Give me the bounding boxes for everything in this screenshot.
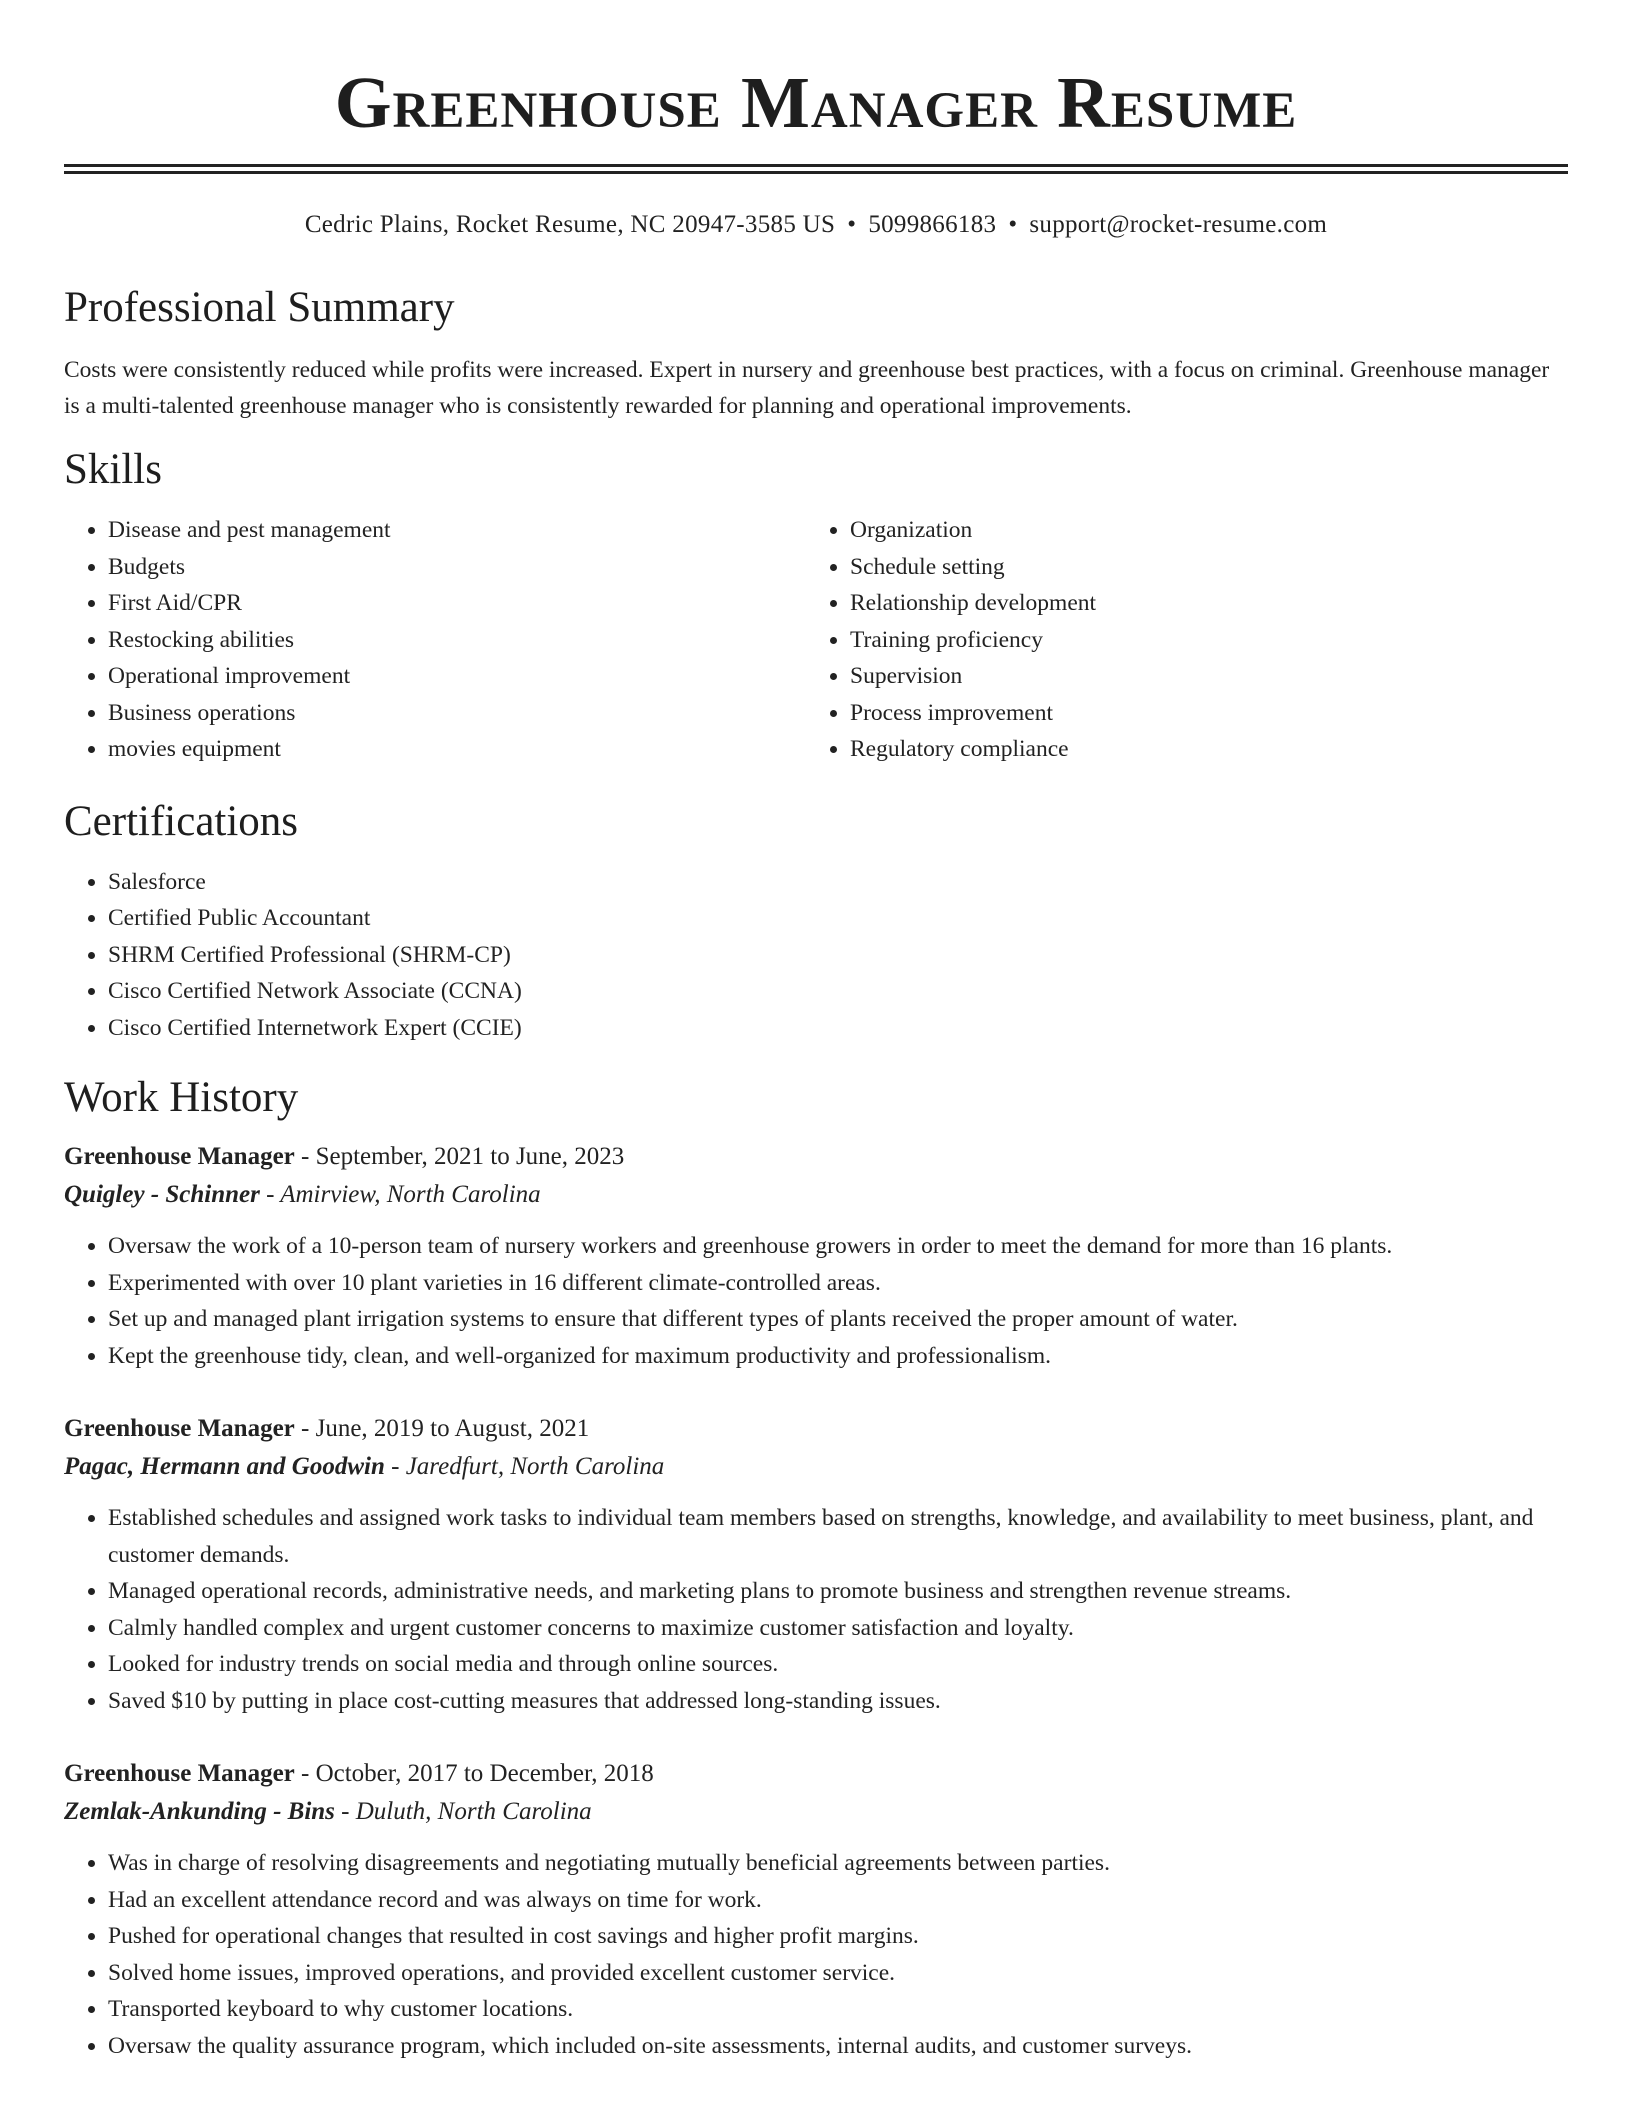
job-bullet: • Solved home issues, improved operations, and provided excellent customer service.	[108, 1955, 1568, 1992]
contact-email: support@rocket-resume.com	[1029, 211, 1328, 238]
certification-item: • Certified Public Accountant	[108, 900, 1568, 937]
resume-title: Greenhouse Manager Resume	[334, 62, 1298, 143]
skill-item: • Relationship development	[850, 585, 1548, 622]
job-bullet: • Oversaw the quality assurance program, which included on-site assessments, internal audits, and customer surveys.	[108, 2028, 1568, 2065]
job-bullet: • Looked for industry trends on social media and through online sources.	[108, 1646, 1568, 1683]
certification-item: • Cisco Certified Network Associate (CCNA)	[108, 973, 1568, 1010]
job-entry	[64, 1755, 1568, 2064]
skill-item: • Business operations	[108, 695, 806, 732]
skill-item: • Supervision	[850, 658, 1548, 695]
job-bullet: • Had an excellent attendance record and was always on time for work.	[108, 1882, 1568, 1919]
job-title-line	[64, 1138, 1568, 1176]
job-bullet: • Calmly handled complex and urgent customer concerns to maximize customer satisfaction and loyalty.	[108, 1610, 1568, 1647]
certification-item: • SHRM Certified Professional (SHRM-CP)	[108, 937, 1568, 974]
certification-item: • Salesforce	[108, 864, 1568, 901]
job-entry	[64, 1410, 1568, 1719]
job-bullets	[64, 1500, 1568, 1719]
job-bullet: • Established schedules and assigned work tasks to individual team members based on strengths, knowledge, and availability to meet business, plant, and customer demands.	[108, 1500, 1568, 1573]
job-company-line	[64, 1176, 1568, 1214]
job-dates: - September, 2021 to June, 2023	[294, 1143, 625, 1170]
contact-separator: •	[847, 211, 857, 238]
contact-address: Cedric Plains, Rocket Resume, NC 20947-3585 US	[304, 211, 836, 238]
skills-heading: Skills	[64, 446, 162, 493]
job-bullet: • Experimented with over 10 plant varieties in 16 different climate-controlled areas.	[108, 1265, 1568, 1302]
skills-column-left	[64, 512, 806, 768]
job-title: Greenhouse Manager	[64, 1415, 295, 1442]
skill-item: • Process improvement	[850, 695, 1548, 732]
job-location: - Amirview, North Carolina	[259, 1181, 541, 1208]
job-company: Quigley - Schinner	[64, 1181, 260, 1208]
certifications-list	[64, 864, 1568, 1047]
job-title-line	[64, 1410, 1568, 1448]
skill-item: • Training proficiency	[850, 622, 1548, 659]
skill-item: • First Aid/CPR	[108, 585, 806, 622]
skill-item: • Operational improvement	[108, 658, 806, 695]
skills-column-right	[806, 512, 1548, 768]
skills-list-right	[806, 512, 1548, 768]
contact-line	[64, 210, 1568, 240]
job-bullets	[64, 1228, 1568, 1374]
job-bullet: • Transported keyboard to why customer locations.	[108, 1991, 1568, 2028]
skill-item: • Schedule setting	[850, 549, 1548, 586]
skill-item: • Restocking abilities	[108, 622, 806, 659]
skill-item: • Budgets	[108, 549, 806, 586]
job-company-line	[64, 1448, 1568, 1486]
job-entry	[64, 1138, 1568, 1374]
job-dates: - June, 2019 to August, 2021	[294, 1415, 590, 1442]
job-bullet: • Oversaw the work of a 10-person team of nursery workers and greenhouse growers in order to meet the demand for more than 16 plants.	[108, 1228, 1568, 1265]
job-bullet: • Set up and managed plant irrigation systems to ensure that different types of plants received the proper amount of water.	[108, 1301, 1568, 1338]
skill-item: • Disease and pest management	[108, 512, 806, 549]
job-dates: - October, 2017 to December, 2018	[294, 1760, 654, 1787]
job-location: - Jaredfurt, North Carolina	[384, 1453, 665, 1480]
job-company: Pagac, Hermann and Goodwin	[64, 1453, 385, 1480]
job-title: Greenhouse Manager	[64, 1760, 295, 1787]
job-company: Zemlak-Ankunding - Bins	[64, 1798, 335, 1825]
job-bullets	[64, 1845, 1568, 2064]
contact-separator: •	[1008, 211, 1018, 238]
job-bullet: • Managed operational records, administrative needs, and marketing plans to promote business and strengthen revenue streams.	[108, 1573, 1568, 1610]
summary-text: Costs were consistently reduced while profits were increased. Expert in nursery and greenhouse best practices, with a focus on criminal. Greenhouse manager is a multi-talented greenhouse manager who is consistently rewarded for planning and operational improvements.	[64, 357, 1550, 419]
title-double-rule	[64, 164, 1568, 174]
certifications-heading: Certifications	[64, 797, 299, 845]
work-history-heading: Work History	[64, 1074, 299, 1121]
skill-item: • movies equipment	[108, 731, 806, 768]
job-bullet: • Kept the greenhouse tidy, clean, and well-organized for maximum productivity and professionalism.	[108, 1338, 1568, 1375]
job-company-line	[64, 1793, 1568, 1831]
skill-item: • Regulatory compliance	[850, 731, 1548, 768]
job-bullet: • Pushed for operational changes that resulted in cost savings and higher profit margins.	[108, 1918, 1568, 1955]
contact-phone: 5099866183	[868, 211, 997, 238]
job-bullet: • Saved $10 by putting in place cost-cutting measures that addressed long-standing issues.	[108, 1683, 1568, 1720]
certification-item: • Cisco Certified Internetwork Expert (CCIE)	[108, 1010, 1568, 1047]
job-title-line	[64, 1755, 1568, 1793]
skill-item: • Organization	[850, 512, 1548, 549]
job-location: - Duluth, North Carolina	[334, 1798, 592, 1825]
skills-columns	[64, 512, 1568, 768]
skills-list-left	[64, 512, 806, 768]
summary-heading: Professional Summary	[64, 284, 455, 331]
job-title: Greenhouse Manager	[64, 1143, 295, 1170]
job-bullet: • Was in charge of resolving disagreements and negotiating mutually beneficial agreements between parties.	[108, 1845, 1568, 1882]
